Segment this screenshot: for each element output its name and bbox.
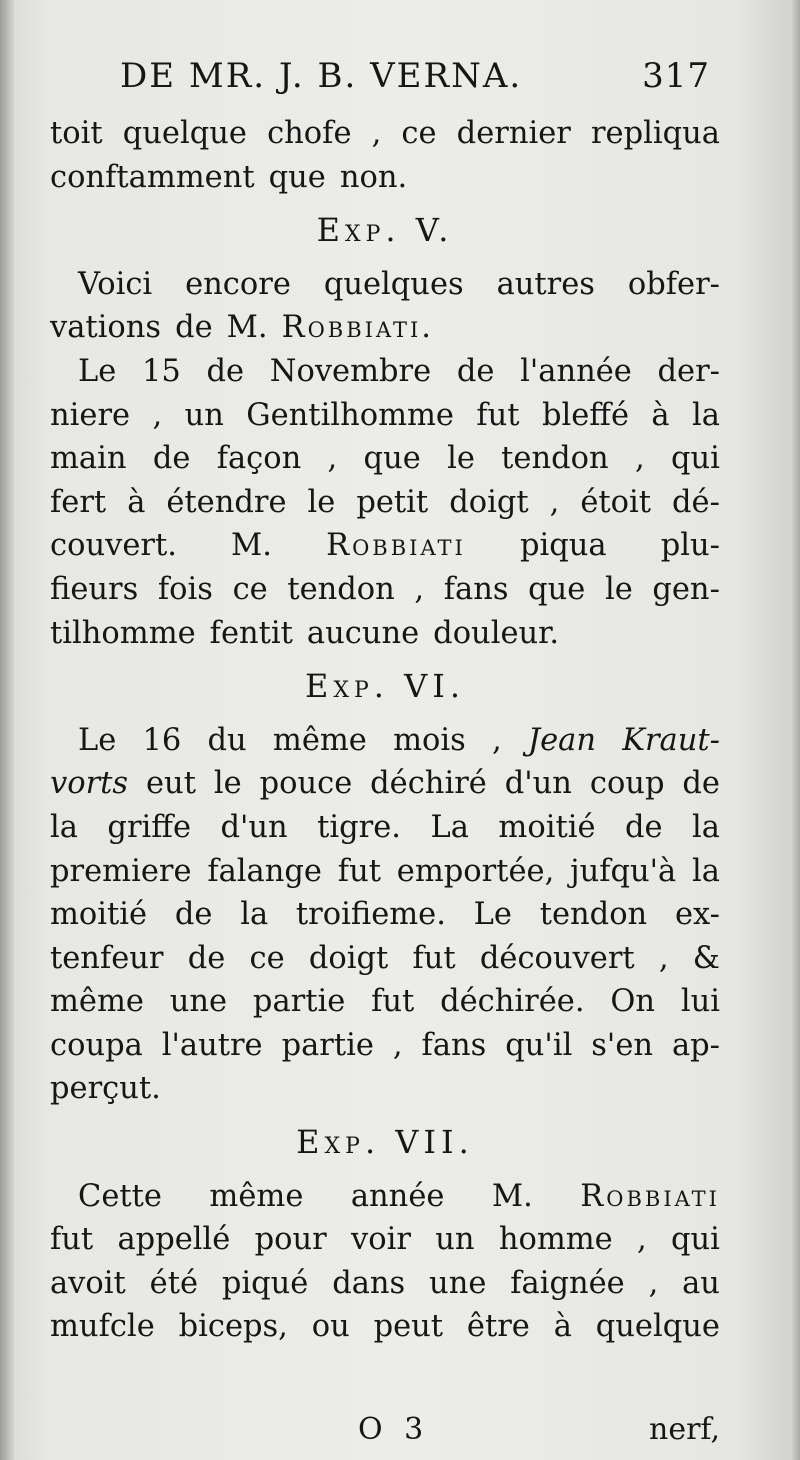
word: de [174, 897, 213, 933]
word: ce [232, 571, 268, 607]
text-line [50, 524, 720, 568]
running-head [120, 56, 720, 100]
word: tendon [287, 571, 395, 607]
word: , [491, 722, 502, 758]
word: de [152, 441, 191, 477]
word: troifieme. [295, 897, 446, 933]
word: la [240, 897, 269, 933]
word: s'en [591, 1027, 654, 1063]
word: plu- [660, 528, 720, 564]
text-line [50, 937, 720, 981]
word: Jean [527, 722, 596, 758]
word: Le [78, 722, 117, 758]
word: que [528, 571, 586, 607]
word: le [307, 484, 336, 520]
word: perçut. [50, 1071, 161, 1107]
word: Cette [78, 1178, 162, 1214]
word: , [392, 1027, 403, 1063]
word: moitié [50, 897, 148, 933]
word: la [692, 809, 720, 845]
word: encore [185, 266, 291, 302]
word: peut [373, 1309, 444, 1345]
word: de [682, 766, 720, 802]
word: que [268, 159, 326, 195]
section-heading [50, 209, 720, 253]
text-line [50, 612, 720, 656]
word: une [429, 1265, 487, 1301]
word: , [658, 940, 669, 976]
word: un [184, 397, 224, 433]
word: dernier [456, 116, 571, 151]
word: doigt [449, 484, 529, 520]
word: , [414, 571, 425, 607]
word: à [553, 1309, 572, 1345]
text-line [50, 1024, 720, 1068]
word: coupa [50, 1027, 143, 1063]
word: autres [496, 266, 595, 302]
word: d'un [504, 766, 572, 802]
word: vorts [50, 766, 129, 802]
text-line [50, 112, 720, 156]
word: 16 [142, 722, 182, 758]
word: été [149, 1265, 198, 1301]
word: déchirée. [440, 984, 585, 1020]
word: découvert [479, 940, 635, 976]
text-line [50, 1218, 720, 1262]
word: quelque [122, 116, 247, 151]
word: , [637, 1222, 647, 1258]
word: gen- [652, 571, 720, 607]
word: ou [311, 1309, 350, 1345]
word: coup [589, 766, 665, 802]
word: pouce [259, 766, 353, 802]
word: M. [231, 528, 272, 564]
word: pour [254, 1222, 327, 1258]
word: tilhomme [50, 615, 196, 651]
section-heading [50, 665, 720, 709]
word: piqua [519, 528, 607, 564]
word: bleffé [541, 397, 630, 433]
word: du [207, 722, 247, 758]
word: biceps, [178, 1309, 288, 1345]
word: Robbiati [580, 1178, 720, 1214]
word: dans [332, 1265, 406, 1301]
word: Robbiati. [281, 310, 434, 346]
word: douleur. [433, 615, 560, 651]
word: même [209, 1178, 304, 1214]
word: fut [412, 940, 456, 976]
word: ce [401, 116, 437, 151]
word: dé- [672, 484, 720, 520]
word: à [127, 484, 146, 520]
page-edge-right [790, 0, 800, 1460]
word: le [604, 571, 633, 607]
word: On [610, 984, 656, 1020]
word: voir [351, 1222, 411, 1258]
word: falange [207, 853, 322, 889]
page-edge-left [0, 0, 14, 1460]
word: non. [339, 159, 408, 195]
text-line [50, 762, 720, 806]
word: premiere [50, 853, 192, 889]
word: Novembre [269, 353, 432, 389]
word: toit [50, 116, 103, 151]
word: chofe [267, 116, 352, 151]
word: M. [491, 1178, 533, 1214]
word: niere [50, 397, 131, 433]
word: fans [443, 571, 509, 607]
word: couvert. [50, 528, 177, 564]
text-line [50, 850, 720, 894]
word: Le [78, 353, 117, 389]
word: ex- [674, 897, 720, 933]
word: petit [356, 484, 429, 520]
word: faignée [510, 1265, 625, 1301]
word: doigt [308, 940, 389, 976]
word: mufcle [50, 1309, 155, 1345]
word: griffe [107, 809, 191, 845]
text-line [50, 1262, 720, 1306]
word: même [272, 722, 367, 758]
page-number: 317 [642, 56, 710, 96]
word: Kraut- [622, 722, 720, 758]
word: quelques [323, 266, 464, 302]
word: aucune [306, 615, 420, 651]
text-line [50, 263, 720, 307]
word: de [624, 809, 663, 845]
word: qui [670, 1222, 720, 1258]
text-line [50, 893, 720, 937]
word: , [371, 116, 382, 151]
word: Gentilhomme [246, 397, 454, 433]
catchword: nerf, [649, 1412, 720, 1447]
word: jufqu'à [570, 853, 677, 889]
word: fieurs [50, 571, 139, 607]
text-line [50, 1305, 720, 1349]
text-line [50, 350, 720, 394]
text-line [50, 437, 720, 481]
word: , [152, 397, 163, 433]
word: , [648, 1265, 659, 1301]
text-line [50, 568, 720, 612]
word: M. [226, 310, 268, 346]
word: à [651, 397, 670, 433]
word: année [350, 1178, 445, 1214]
text-line [50, 719, 720, 763]
page-footer [50, 1412, 720, 1456]
word: qu'il [505, 1027, 573, 1063]
word: qui [670, 441, 720, 477]
word: fut [371, 984, 415, 1020]
word: fans [421, 1027, 487, 1063]
word: quelque [595, 1309, 720, 1345]
word: fentit [209, 615, 293, 651]
word: la [692, 853, 720, 889]
word: être [466, 1309, 530, 1345]
word: que [363, 441, 421, 477]
running-title: DE MR. J. B. VERNA. [120, 56, 523, 96]
word: lui [680, 984, 720, 1020]
word: tenfeur [50, 940, 164, 976]
heading-text: Exp. VI. [304, 667, 466, 706]
section-heading [50, 1121, 720, 1165]
heading-text: Exp. V. [316, 211, 454, 250]
word: obfer- [627, 266, 720, 302]
word: fois [157, 571, 213, 607]
word: fut [476, 397, 520, 433]
word: un [435, 1222, 475, 1258]
word: la [50, 809, 78, 845]
word: fut [337, 853, 381, 889]
word: conftamment [50, 159, 255, 195]
word: , [634, 441, 645, 477]
word: le [213, 766, 242, 802]
word: homme [498, 1222, 613, 1258]
word: le [447, 441, 475, 477]
word: emportée, [396, 853, 555, 889]
word: la [692, 397, 720, 433]
word: , [327, 441, 338, 477]
word: Voici [78, 266, 153, 302]
word: ce [249, 940, 285, 976]
word: der- [657, 353, 720, 389]
word: ap- [671, 1027, 720, 1063]
word: 15 [142, 353, 181, 389]
word: d'un [220, 809, 288, 845]
word: repliqua [590, 116, 720, 151]
text-line [50, 980, 720, 1024]
word: même [50, 984, 144, 1020]
text-line [50, 806, 720, 850]
word: piqué [221, 1265, 309, 1301]
word: main [50, 441, 127, 477]
word: tendon [539, 897, 648, 933]
word: tendon [501, 441, 609, 477]
word: étoit [580, 484, 652, 520]
word: de [175, 310, 213, 346]
text-line [50, 481, 720, 525]
text-line [50, 156, 720, 200]
word: avoit [50, 1265, 126, 1301]
word: de [206, 353, 245, 389]
body-text [50, 112, 720, 1349]
word: mois [393, 722, 466, 758]
text-line [50, 306, 720, 350]
word: de [187, 940, 226, 976]
word: fert [50, 484, 107, 520]
heading-text: Exp. VII. [296, 1123, 474, 1162]
word: façon [216, 441, 302, 477]
word: fut [50, 1222, 94, 1258]
word: partie [281, 1027, 374, 1063]
word: déchiré [370, 766, 487, 802]
word: appellé [117, 1222, 231, 1258]
word: de [456, 353, 495, 389]
word: moitié [498, 809, 596, 845]
word: Le [473, 897, 512, 933]
text-line [50, 1175, 720, 1219]
word: vations [50, 310, 162, 346]
signature-mark: O 3 [358, 1412, 430, 1447]
word: l'année [520, 353, 632, 389]
word: & [692, 940, 720, 976]
text-line [50, 394, 720, 438]
word: une [169, 984, 228, 1020]
word: étendre [166, 484, 287, 520]
word: Robbiati [326, 528, 466, 564]
word: au [682, 1265, 720, 1301]
word: partie [252, 984, 346, 1020]
word: eut [146, 766, 196, 802]
word: , [549, 484, 560, 520]
text-line [50, 1067, 720, 1111]
word: l'autre [161, 1027, 263, 1063]
word: La [430, 809, 469, 845]
word: tigre. [317, 809, 402, 845]
